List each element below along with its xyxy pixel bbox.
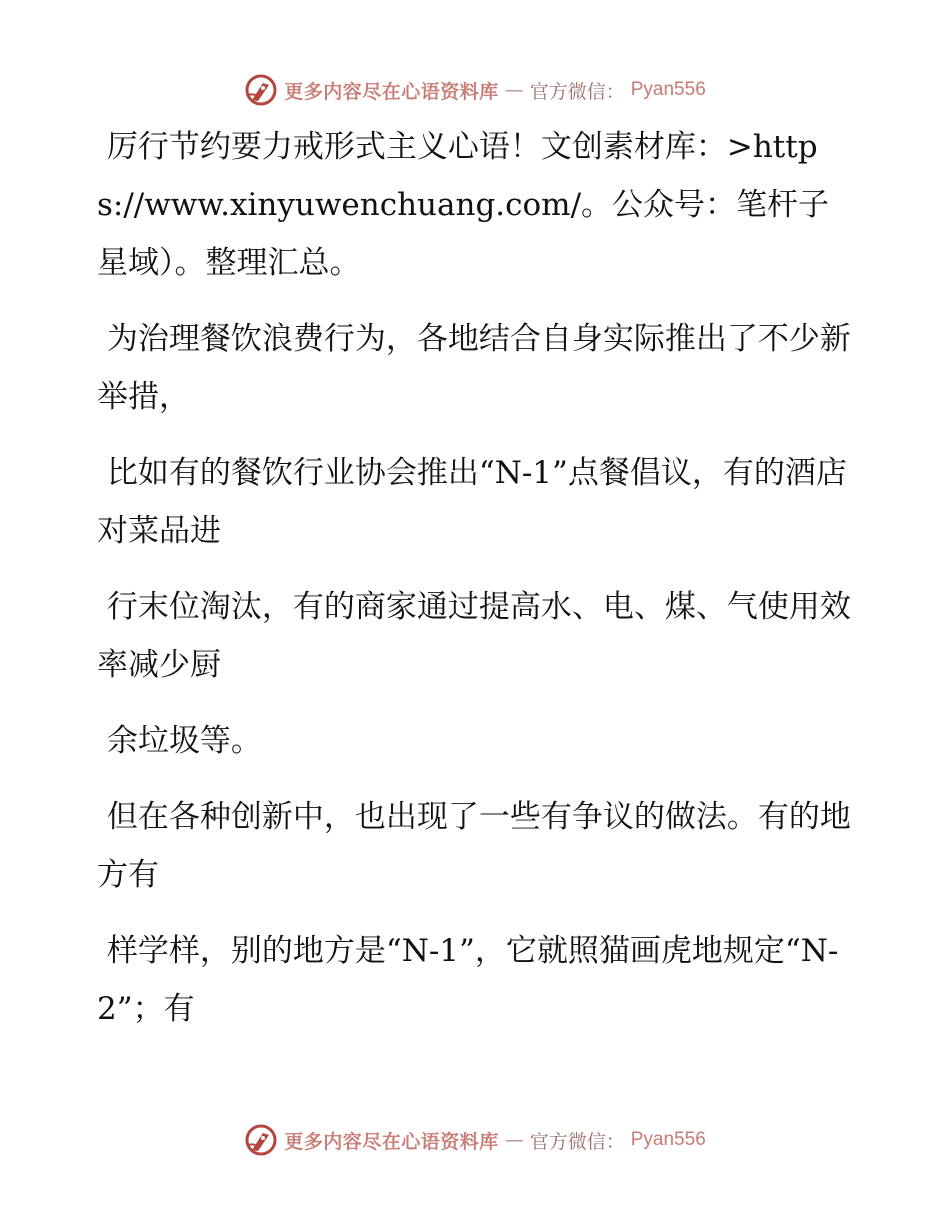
header-banner [0, 70, 950, 110]
paragraph-6: 但在各种创新中，也出现了一些有争议的做法。有的地方有 [97, 799, 851, 893]
footer-official-label: 官方微信： [529, 1130, 625, 1153]
footer-dash: — [504, 1129, 524, 1151]
header-official-label: 官方微信： [529, 80, 625, 103]
paragraph-2: 为治理餐饮浪费行为，各地结合自身实际推出了不少新举措， [97, 321, 851, 415]
pen-nib-logo-icon [244, 1123, 278, 1157]
paragraph-3: 比如有的餐饮行业协会推出“N-1”点餐倡议，有的酒店对菜品进 [97, 455, 847, 549]
footer-brand-text: 更多内容尽在心语资料库 [284, 1130, 499, 1153]
paragraph-1: 厉行节约要力戒形式主义心语！文创素材库：>https://www.xinyuwenchuang.com/。公众号：笔杆子星域）。整理汇总。 [97, 129, 830, 281]
header-brand-text: 更多内容尽在心语资料库 [284, 80, 499, 103]
document-body [97, 118, 857, 1056]
paragraph-4: 行末位淘汰，有的商家通过提高水、电、煤、气使用效率减少厨 [97, 589, 851, 683]
paragraph-5: 余垃圾等。 [97, 723, 262, 759]
footer-wechat-id: Pyan556 [630, 1129, 706, 1150]
header-dash: — [504, 79, 524, 101]
paragraph-7: 样学样，别的地方是“N-1”，它就照猫画虎地规定“N-2”；有 [97, 933, 839, 1027]
footer-banner [0, 1120, 950, 1160]
pen-nib-logo-icon [244, 73, 278, 107]
header-wechat-id: Pyan556 [630, 79, 706, 100]
